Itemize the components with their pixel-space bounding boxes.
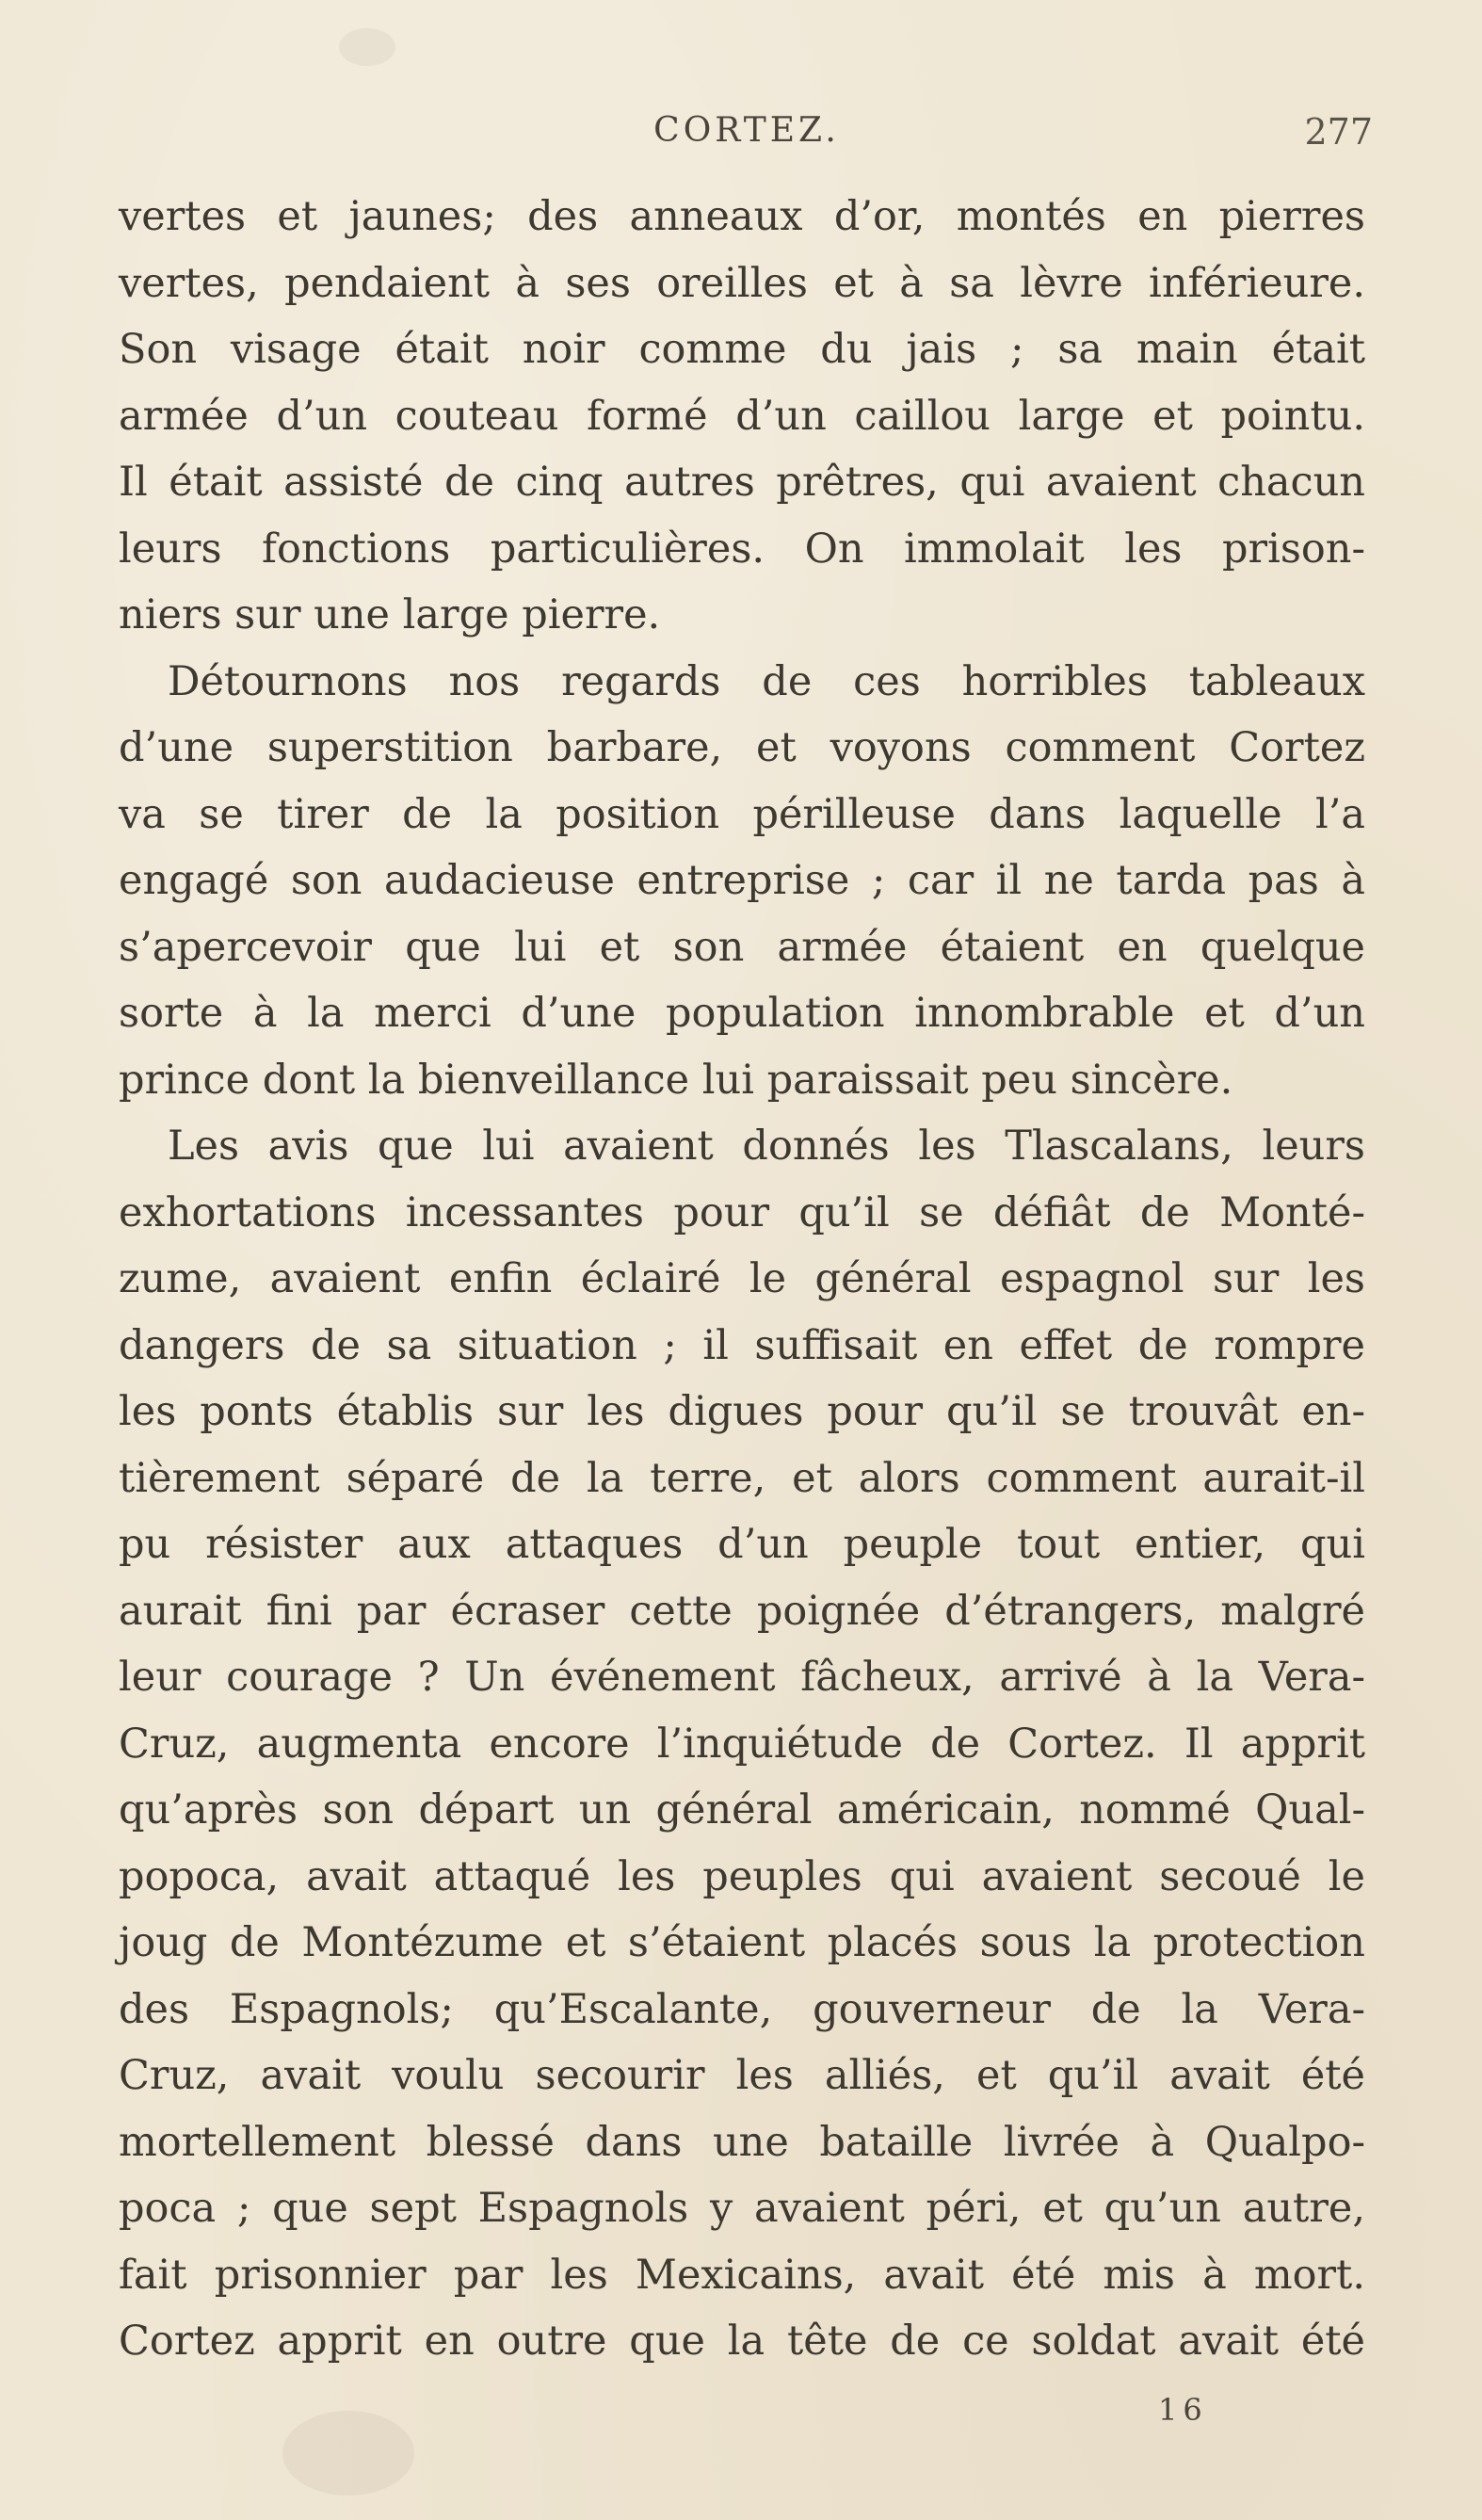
text-line: Détournons nos regards de ces horribles tableaux <box>168 657 1365 705</box>
text-line: aurait fini par écraser cette poignée d’étrangers, malgré <box>119 1587 1365 1635</box>
text-line: vertes, pendaient à ses oreilles et à sa lèvre inférieure. <box>119 259 1365 307</box>
text-line: prince dont la bienveillance lui paraissait peu sincère. <box>119 1056 1233 1104</box>
text-line: leurs fonctions particulières. On immolait les prison- <box>119 525 1365 573</box>
text-line: zume, avaient enfin éclairé le général espagnol sur les <box>119 1255 1365 1302</box>
text-line: Les avis que lui avaient donnés les Tlascalans, leurs <box>168 1123 1365 1170</box>
paper-stain <box>282 2411 414 2496</box>
text-line: sorte à la merci d’une population innombrable et d’un <box>119 990 1365 1037</box>
text-line: exhortations incessantes pour qu’il se défiât de Monté- <box>119 1188 1365 1236</box>
text-line: leur courage ? Un événement fâcheux, arrivé à la Vera- <box>119 1654 1365 1701</box>
text-line: des Espagnols; qu’Escalante, gouverneur de la Vera- <box>119 1985 1365 2033</box>
text-line: tièrement séparé de la terre, et alors comment aurait-il <box>119 1454 1365 1502</box>
text-line: pu résister aux attaques d’un peuple tout entier, qui <box>119 1521 1365 1568</box>
text-line: Son visage était noir comme du jais ; sa main était <box>119 326 1365 373</box>
text-line: armée d’un couteau formé d’un caillou large et pointu. <box>119 392 1365 440</box>
running-head <box>121 111 1373 158</box>
text-line: dangers de sa situation ; il suffisait en effet de rompre <box>119 1321 1365 1369</box>
text-line: mortellement blessé dans une bataille livrée à Qualpo- <box>119 2118 1365 2166</box>
text-line: qu’après son départ un général américain, nommé Qual- <box>119 1786 1365 1833</box>
text-line: va se tirer de la position périlleuse dans laquelle l’a <box>119 790 1365 838</box>
text-line: Il était assisté de cinq autres prêtres, qui avaient chacun <box>119 459 1365 506</box>
text-line: fait prisonnier par les Mexicains, avait été mis à mort. <box>119 2251 1365 2299</box>
text-line: s’apercevoir que lui et son armée étaient en quelque <box>119 923 1365 971</box>
text-line: joug de Montézume et s’étaient placés sous la protection <box>119 1919 1365 1966</box>
text-line: niers sur une large pierre. <box>119 591 661 638</box>
body-text <box>119 184 1365 2375</box>
paper-stain <box>339 28 395 66</box>
text-line: poca ; que sept Espagnols y avaient péri, et qu’un autre, <box>119 2185 1365 2232</box>
text-line: Cruz, augmenta encore l’inquiétude de Cortez. Il apprit <box>119 1720 1365 1768</box>
page-number: 277 <box>1304 111 1373 153</box>
text-line: Cruz, avait voulu secourir les alliés, et qu’il avait été <box>119 2052 1365 2099</box>
signature-mark: 16 <box>1158 2392 1208 2428</box>
text-line: les ponts établis sur les digues pour qu’il se trouvât en- <box>119 1388 1365 1435</box>
text-line: popoca, avait attaqué les peuples qui avaient secoué le <box>119 1852 1365 1900</box>
text-line: d’une superstition barbare, et voyons comment Cortez <box>119 724 1365 771</box>
text-line: engagé son audacieuse entreprise ; car il ne tarda pas à <box>119 857 1365 904</box>
text-line: Cortez apprit en outre que la tête de ce soldat avait été <box>119 2318 1365 2365</box>
running-title: CORTEZ. <box>653 111 840 150</box>
text-line: vertes et jaunes; des anneaux d’or, montés en pierres <box>119 193 1365 240</box>
